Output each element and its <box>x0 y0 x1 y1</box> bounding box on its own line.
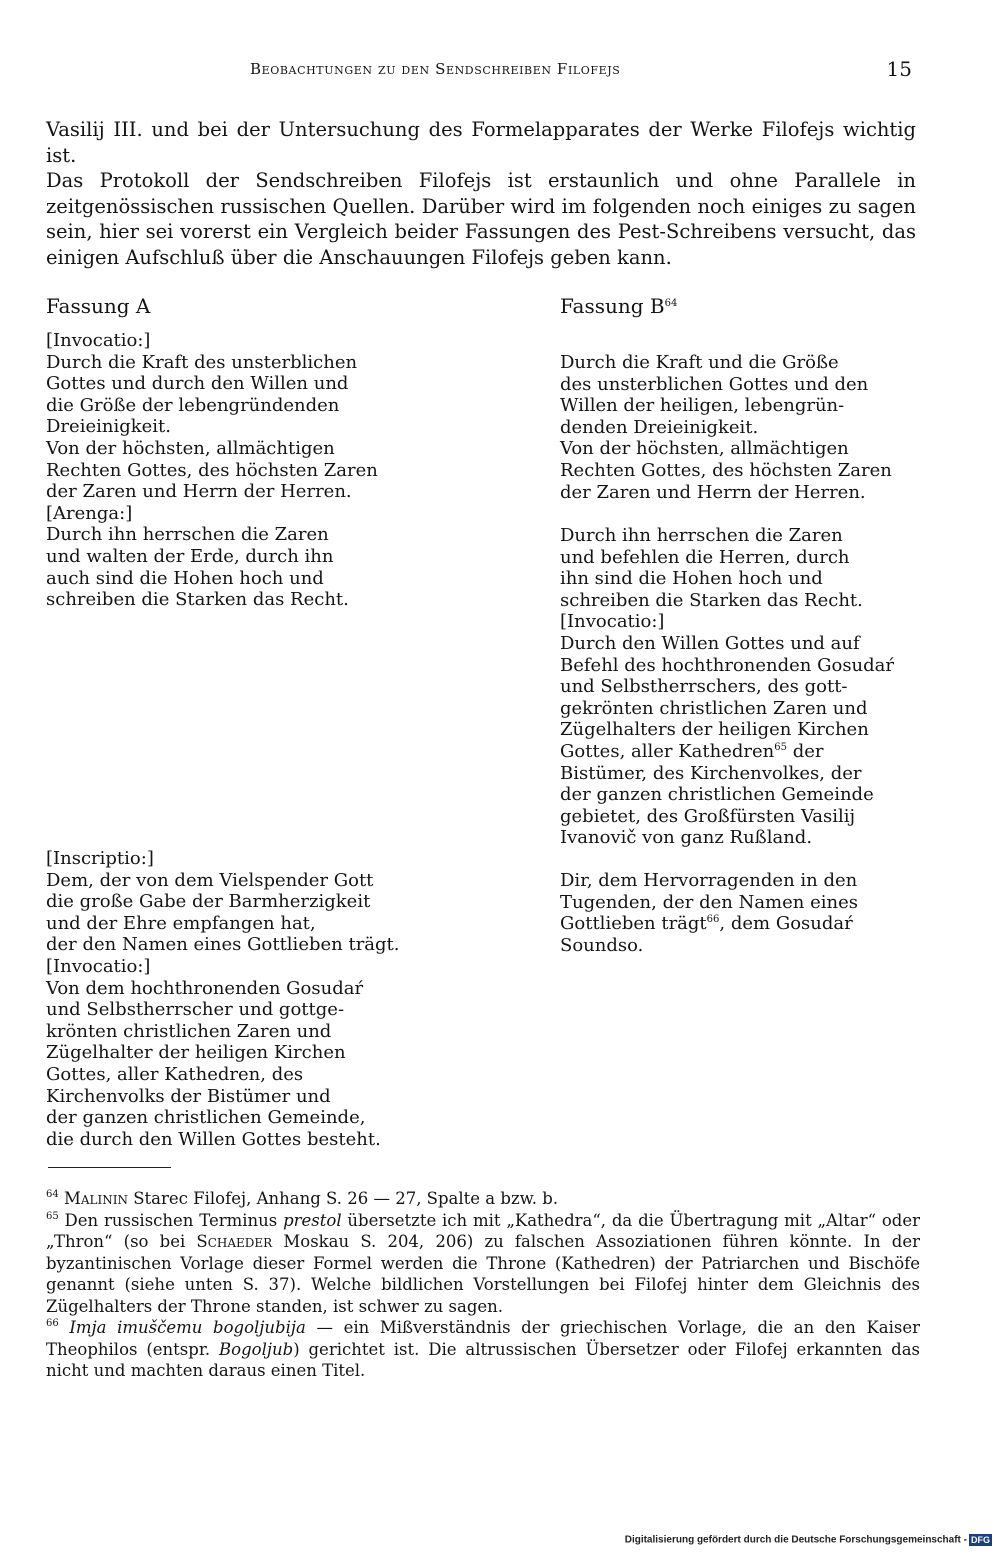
verse-line: Von dem hochthronenden Gosudaŕ <box>46 977 364 999</box>
footnote-ref-65[interactable]: 65 <box>774 741 788 753</box>
section-label: [Inscriptio:] <box>46 848 154 869</box>
footnote-text: Den russischen Terminus <box>58 1210 284 1230</box>
verse-line: Durch ihn herrschen die Zaren <box>560 525 843 546</box>
page-header <box>46 57 912 90</box>
verse-line: Durch die Kraft des unsterblichen <box>46 351 358 373</box>
footnote-65 <box>46 1210 920 1318</box>
verse-line: Gottes, aller Kathedren, des <box>46 1063 304 1085</box>
verse-line: Befehl des hochthronenden Gosudaŕ <box>560 654 895 676</box>
verse-line: Rechten Gottes, des höchsten Zaren <box>46 459 378 481</box>
credit-text: Digitalisierung gefördert durch die Deutsche Forschungsgemeinschaft - <box>624 1534 967 1546</box>
verse-line: Willen der heiligen, lebengrün- <box>560 395 845 417</box>
verse-text: Gottlieben trägt <box>560 913 707 935</box>
footnote-ref-66[interactable]: 66 <box>706 914 720 926</box>
verse-line: schreiben die Starken das Recht. <box>46 589 349 611</box>
footnote-text: ) gerichtet ist. Die altrussischen Übersetzer oder Filofej erkannten das nicht und machten daraus einen Titel. <box>46 1339 920 1380</box>
verse-line: Von der höchsten, allmächtigen <box>46 437 335 459</box>
verse-line: und walten der Erde, durch ihn <box>46 545 334 567</box>
verse-line: schreiben die Starken das Recht. <box>560 589 863 611</box>
footnote-text: — ein Mißverständnis der griechischen Vorlage, die an den Kaiser Theophilos (entspr. <box>46 1318 921 1359</box>
verse-line: Durch die Kraft und die Größe <box>560 352 839 373</box>
verse-line: und Selbstherrschers, des gott- <box>560 676 848 698</box>
footnote-number: 66 <box>46 1318 59 1329</box>
verse-line: Rechten Gottes, des höchsten Zaren <box>560 459 892 481</box>
term: Bogoljub <box>219 1339 294 1359</box>
verse-line: ihn sind die Hohen hoch und <box>560 568 823 590</box>
fassung-b-invocatio <box>560 352 960 503</box>
verse-line: Von der höchsten, allmächtigen <box>560 438 849 460</box>
verse-line: der den Namen eines Gottlieben trägt. <box>46 934 400 956</box>
author-name: Schaeder <box>196 1232 273 1251</box>
fassung-b-title-text: Fassung B <box>560 294 665 318</box>
verse-line: Durch den Willen Gottes und auf <box>560 632 860 654</box>
paragraph-1: Vasilij III. und bei der Untersuchung des Formelapparates der Werke Filofejs wichtig ist. <box>46 118 916 167</box>
verse-line <box>560 741 960 763</box>
author-name: Malinin <box>63 1189 128 1208</box>
fassung-b-title <box>560 296 960 318</box>
verse-text: Gottes, aller Kathedren <box>560 740 775 762</box>
verse-line: die durch den Willen Gottes besteht. <box>46 1128 381 1150</box>
verse-line: gebietet, des Großfürsten Vasilij <box>560 805 856 827</box>
footnote-64 <box>46 1188 920 1210</box>
footnote-text: Starec Filofej, Anhang S. 26 — 27, Spalte a bzw. b. <box>128 1189 559 1208</box>
dfg-logo: DFG <box>971 1535 990 1545</box>
verse-line: Dir, dem Hervorragenden in den <box>560 870 858 891</box>
fassung-a-inscriptio <box>46 848 526 1150</box>
verse-line: Soundso. <box>560 934 644 956</box>
footnote-ref-64[interactable]: 64 <box>664 298 678 309</box>
verse-line <box>560 913 960 935</box>
section-label: [Invocatio:] <box>46 955 151 977</box>
running-title: Beobachtungen zu den Sendschreiben Filofejs <box>250 60 621 78</box>
verse-line: und befehlen die Herren, durch <box>560 546 850 568</box>
verse-line: Kirchenvolks der Bistümer und <box>46 1085 331 1107</box>
footnote-number: 64 <box>46 1189 59 1200</box>
verse-text: , dem Gosudaŕ <box>719 913 853 935</box>
verse-line: und Selbstherrscher und gottge- <box>46 999 345 1021</box>
verse-line: der ganzen christlichen Gemeinde, <box>46 1107 366 1129</box>
digitization-credit <box>625 1534 992 1546</box>
verse-line: krönten christlichen Zaren und <box>46 1020 332 1042</box>
footnotes <box>46 1188 920 1382</box>
verse-line: der Zaren und Herrn der Herren. <box>46 481 352 503</box>
verse-line: die Größe der lebengründenden <box>46 394 340 416</box>
verse-line: Bistümer, des Kirchenvolkes, der <box>560 762 862 784</box>
fassung-a-invocatio <box>46 330 526 611</box>
term: prestol <box>283 1210 342 1230</box>
footnote-number: 65 <box>46 1210 59 1222</box>
footnote-66 <box>46 1317 920 1382</box>
verse-line: des unsterblichen Gottes und den <box>560 373 869 395</box>
fassung-a-title: Fassung A <box>46 294 151 318</box>
verse-line: gekrönten christlichen Zaren und <box>560 697 868 719</box>
verse-line: Zügelhalter der heiligen Kirchen <box>46 1042 346 1064</box>
verse-line: Ivanovič von ganz Rußland. <box>560 827 813 849</box>
fassung-b-arenga <box>560 525 960 849</box>
verse-line: Durch ihn herrschen die Zaren <box>46 524 329 546</box>
verse-line: Zügelhalters der heiligen Kirchen <box>560 719 869 741</box>
page-number: 15 <box>886 57 912 81</box>
section-label: [Invocatio:] <box>46 330 151 351</box>
verse-text: der <box>787 740 824 762</box>
verse-line: die große Gabe der Barmherzigkeit <box>46 891 371 913</box>
fassung-b-inscriptio <box>560 870 960 956</box>
verse-line: der Zaren und Herrn der Herren. <box>560 481 866 503</box>
term: Imja imuščemu bogoljubija <box>58 1318 306 1337</box>
verse-line: und der Ehre empfangen hat, <box>46 912 316 934</box>
verse-line: Tugenden, der den Namen eines <box>560 891 858 913</box>
verse-line: denden Dreieinigkeit. <box>560 416 759 438</box>
verse-line: auch sind die Hohen hoch und <box>46 567 324 589</box>
footnote-rule <box>48 1167 171 1168</box>
paragraph-2: Das Protokoll der Sendschreiben Filofejs ist erstaunlich und ohne Parallele in zeitgenössischen russischen Quellen. Darüber wird im folgenden noch einiges zu sagen sein, hier sei vorerst ein Vergleich beider Fassungen des Pest-Schreibens versucht, das einigen Aufschluß über die Anschauungen Filofejs geben kann. <box>46 169 916 269</box>
verse-line: Dreieinigkeit. <box>46 416 171 438</box>
verse-line: Dem, der von dem Vielspender Gott <box>46 869 374 891</box>
footnote-text: übersetzte ich mit „Kathedra“, da die Übertragung mit „Altar“ oder „Thron“ (so bei <box>46 1210 920 1251</box>
body-text <box>46 117 916 270</box>
footnote-text: Moskau S. 204, 206) zu falschen Assoziationen führen könnte. In der byzantinischen Vorlage dieser Formel werden die Throne (Kathedren) der Patriarchen und Bischöfe genannt (siehe unten S. 37). Welche bildlichen Vorstellungen bei Filofej hinter dem Gleichnis des Zügelhalters der Throne standen, ist schwer zu sagen. <box>46 1232 920 1316</box>
section-label: [Invocatio:] <box>560 611 665 633</box>
section-label: [Arenga:] <box>46 502 133 524</box>
verse-line: Gottes und durch den Willen und <box>46 373 349 395</box>
verse-line: der ganzen christlichen Gemeinde <box>560 784 874 806</box>
